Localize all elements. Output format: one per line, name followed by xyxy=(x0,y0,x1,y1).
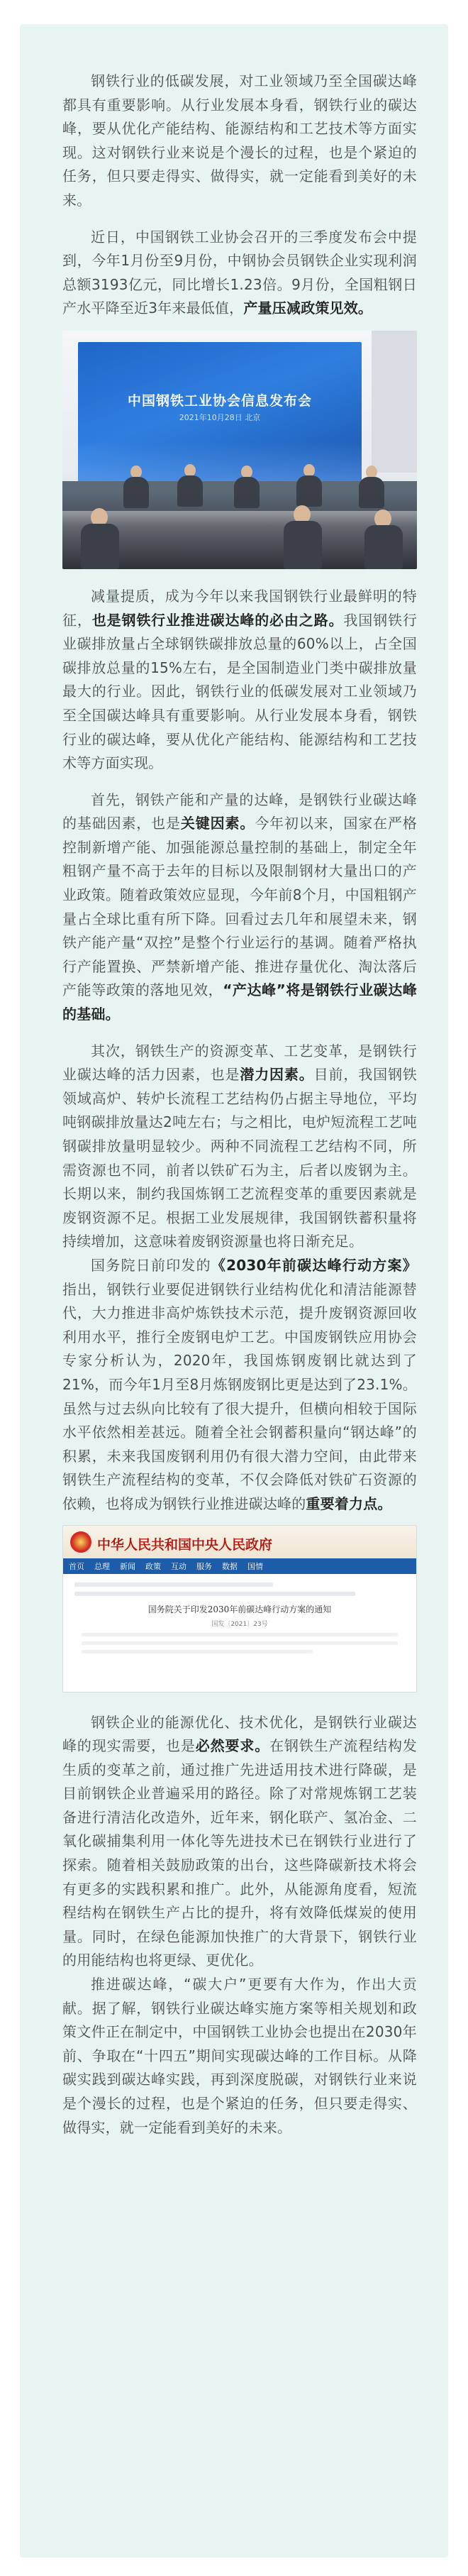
gov-website-screenshot xyxy=(62,1525,417,1692)
stage-screen xyxy=(78,342,362,484)
paragraph-profit: 近日，中国钢铁工业协会召开的三季度发布会中提到，今年1月份至9月份，中钢协会员钢铁企业实现利润总额3193亿元，同比增长1.23倍。9月份，全国粗钢日产水平降至近3年来最低值，产量压减政策见效。 xyxy=(62,228,417,317)
emphasis-text: “产达峰”将是钢铁行业碳达峰的基础。 xyxy=(62,981,418,1023)
gov-nav-item: 国情 xyxy=(247,1561,263,1571)
article-body xyxy=(20,24,448,2558)
paragraph-plan: 国务院日前印发的《2030年前碳达峰行动方案》指出，钢铁行业要促进钢铁行业结构优化和清洁能源替代，大力推进非高炉炼铁技术示范，提升废钢资源回收利用水平，推行全废钢电炉工艺。中国废钢铁应用协会专家分析认为，2020年，我国炼钢废钢比就达到了21%，而今年1月至8月炼钢废钢比更是达到了23.1%。虽然与过去纵向比较有了很大提升，但横向相较于国际水平依然相差甚远。随着全社会钢蓄积量向“钢达峰”的积累，未来我国废钢利用仍有很大潜力空间，由此带来钢铁生产流程结构的变革，不仅会降低对铁矿石资源的依赖，也将成为钢铁行业推进碳达峰的重要着力点。 xyxy=(62,1256,417,1512)
paragraph-capacity: 首先，钢铁产能和产量的达峰，是钢铁行业碳达峰的基础因素，也是关键因素。今年初以来，国家在严格控制新增产能、加强能源总量控制的基础上，制定全年粗钢产量不高于去年的目标以及限制钢材大量出口的产业政策。随着政策效应显现，今年前8个月，中国粗钢产量占全球比重有所下降。回看过去几年和展望未来，钢铁产能产量“双控”是整个行业运行的基调。随着严格执行产能置换、严禁新增产能、推进存量优化、淘汰落后产能等政策的落地见效，“产达峰”将是钢铁行业碳达峰的基础。 xyxy=(62,791,418,1023)
gov-nav-bar xyxy=(63,1558,416,1574)
emphasis-text: 产量压减政策见效。 xyxy=(243,299,373,317)
gov-nav-item: 政策 xyxy=(145,1561,161,1571)
emphasis-text: 重要着力点。 xyxy=(306,1495,392,1512)
national-emblem-icon xyxy=(70,1531,91,1553)
gov-site-name: 中华人民共和国中央人民政府 xyxy=(97,1536,273,1553)
emphasis-text: 也是钢铁行业推进碳达峰的必由之路。 xyxy=(91,611,344,629)
gov-nav-item: 服务 xyxy=(196,1561,212,1571)
emphasis-text: 潜力因素。 xyxy=(240,1066,314,1084)
gov-nav-item: 总理 xyxy=(94,1561,110,1571)
paragraph-intro: 钢铁行业的低碳发展，对工业领域乃至全国碳达峰都具有重要影响。从行业发展本身看，钢铁行业的碳达峰，要从优化产能结构、能源结构和工艺技术等方面实现。这对钢铁行业来说是个漫长的过程，也是个紧迫的任务，但只要走得实、做得实，就一定能看到美好的未来。 xyxy=(62,72,417,209)
gov-doc-title: 国务院关于印发2030年前碳达峰行动方案的通知 xyxy=(147,1604,332,1614)
paragraph-reduction: 减量提质，成为今年以来我国钢铁行业最鲜明的特征，也是钢铁行业推进碳达峰的必由之路。我国钢铁行业碳排放量占全球钢铁碳排放总量的60%以上，占全国碳排放总量的15%左右，是全国制造业门类中碳排放量最大的行业。因此，钢铁行业的低碳发展对工业领域乃至全国碳达峰具有重要影响。从行业发展本身看，钢铁行业的碳达峰，要从优化产能结构、能源结构和工艺技术等方面实现。 xyxy=(62,587,418,772)
press-conference-photo xyxy=(62,331,417,569)
gov-doc-number: 国发〔2021〕23号 xyxy=(211,1620,268,1628)
screen-subtitle: 2021年10月28日 北京 xyxy=(179,412,261,422)
paragraph-resources: 其次，钢铁生产的资源变革、工艺变革，是钢铁行业碳达峰的活力因素，也是潜力因素。目前，我国钢铁领域高炉、转炉长流程工艺结构仍占据主导地位，平均吨钢碳排放量达2吨左右；与之相比，电炉短流程工艺吨钢碳排放量明显较少。两种不同流程工艺结构不同，所需资源也不同，前者以铁矿石为主，后者以废钢为主。长期以来，制约我国炼钢工艺流程变革的重要因素就是废钢资源不足。根据工业发展规律，我国钢铁蓄积量将持续增加，这意味着废钢资源量也将日渐充足。 xyxy=(62,1042,418,1250)
gov-nav-item: 新闻 xyxy=(120,1561,135,1571)
gov-nav-item: 互动 xyxy=(171,1561,186,1571)
gov-nav-item: 数据 xyxy=(222,1561,238,1571)
emphasis-text: 必然要求。 xyxy=(195,1737,270,1755)
screen-title: 中国钢铁工业协会信息发布会 xyxy=(127,392,312,409)
gov-nav-item: 首页 xyxy=(69,1561,84,1571)
emphasis-text: 关键因素。 xyxy=(180,815,255,832)
paragraph-conclusion: 推进碳达峰，“碳大户”更要有大作为，作出大贡献。据了解，钢铁行业碳达峰实施方案等相关规划和政策文件正在制定中，中国钢铁工业协会也提出在2030年前、争取在“十四五”期间实现碳达峰的工作目标。从降碳实践到碳达峰实践，再到深度脱碳，对钢铁行业来说是个漫长的过程，也是个紧迫的任务，但只要走得实、做得实，就一定能看到美好的未来。 xyxy=(62,1976,417,2136)
emphasis-text: 《2030年前碳达峰行动方案》 xyxy=(211,1256,417,1274)
paragraph-technology: 钢铁企业的能源优化、技术优化，是钢铁行业碳达峰的现实需要，也是必然要求。在钢铁生产流程结构发生质的变革之前，通过推广先进适用技术进行降碳，是目前钢铁企业普遍采用的路径。除了对常规炼钢工艺装备进行清洁化改造外，近年来，钢化联产、氢冶金、二氧化碳捕集利用一体化等先进技术已在钢铁行业进行了探索。随着相关鼓励政策的出台，这些降碳新技术将会有更多的实践积累和推广。此外，从能源角度看，短流程结构在钢铁生产占比的提升，将有效降低煤炭的使用量。同时，在绿色能源加快推广的大背景下，钢铁行业的用能结构也将更绿、更优化。 xyxy=(62,1713,418,1969)
gov-header xyxy=(63,1526,416,1558)
